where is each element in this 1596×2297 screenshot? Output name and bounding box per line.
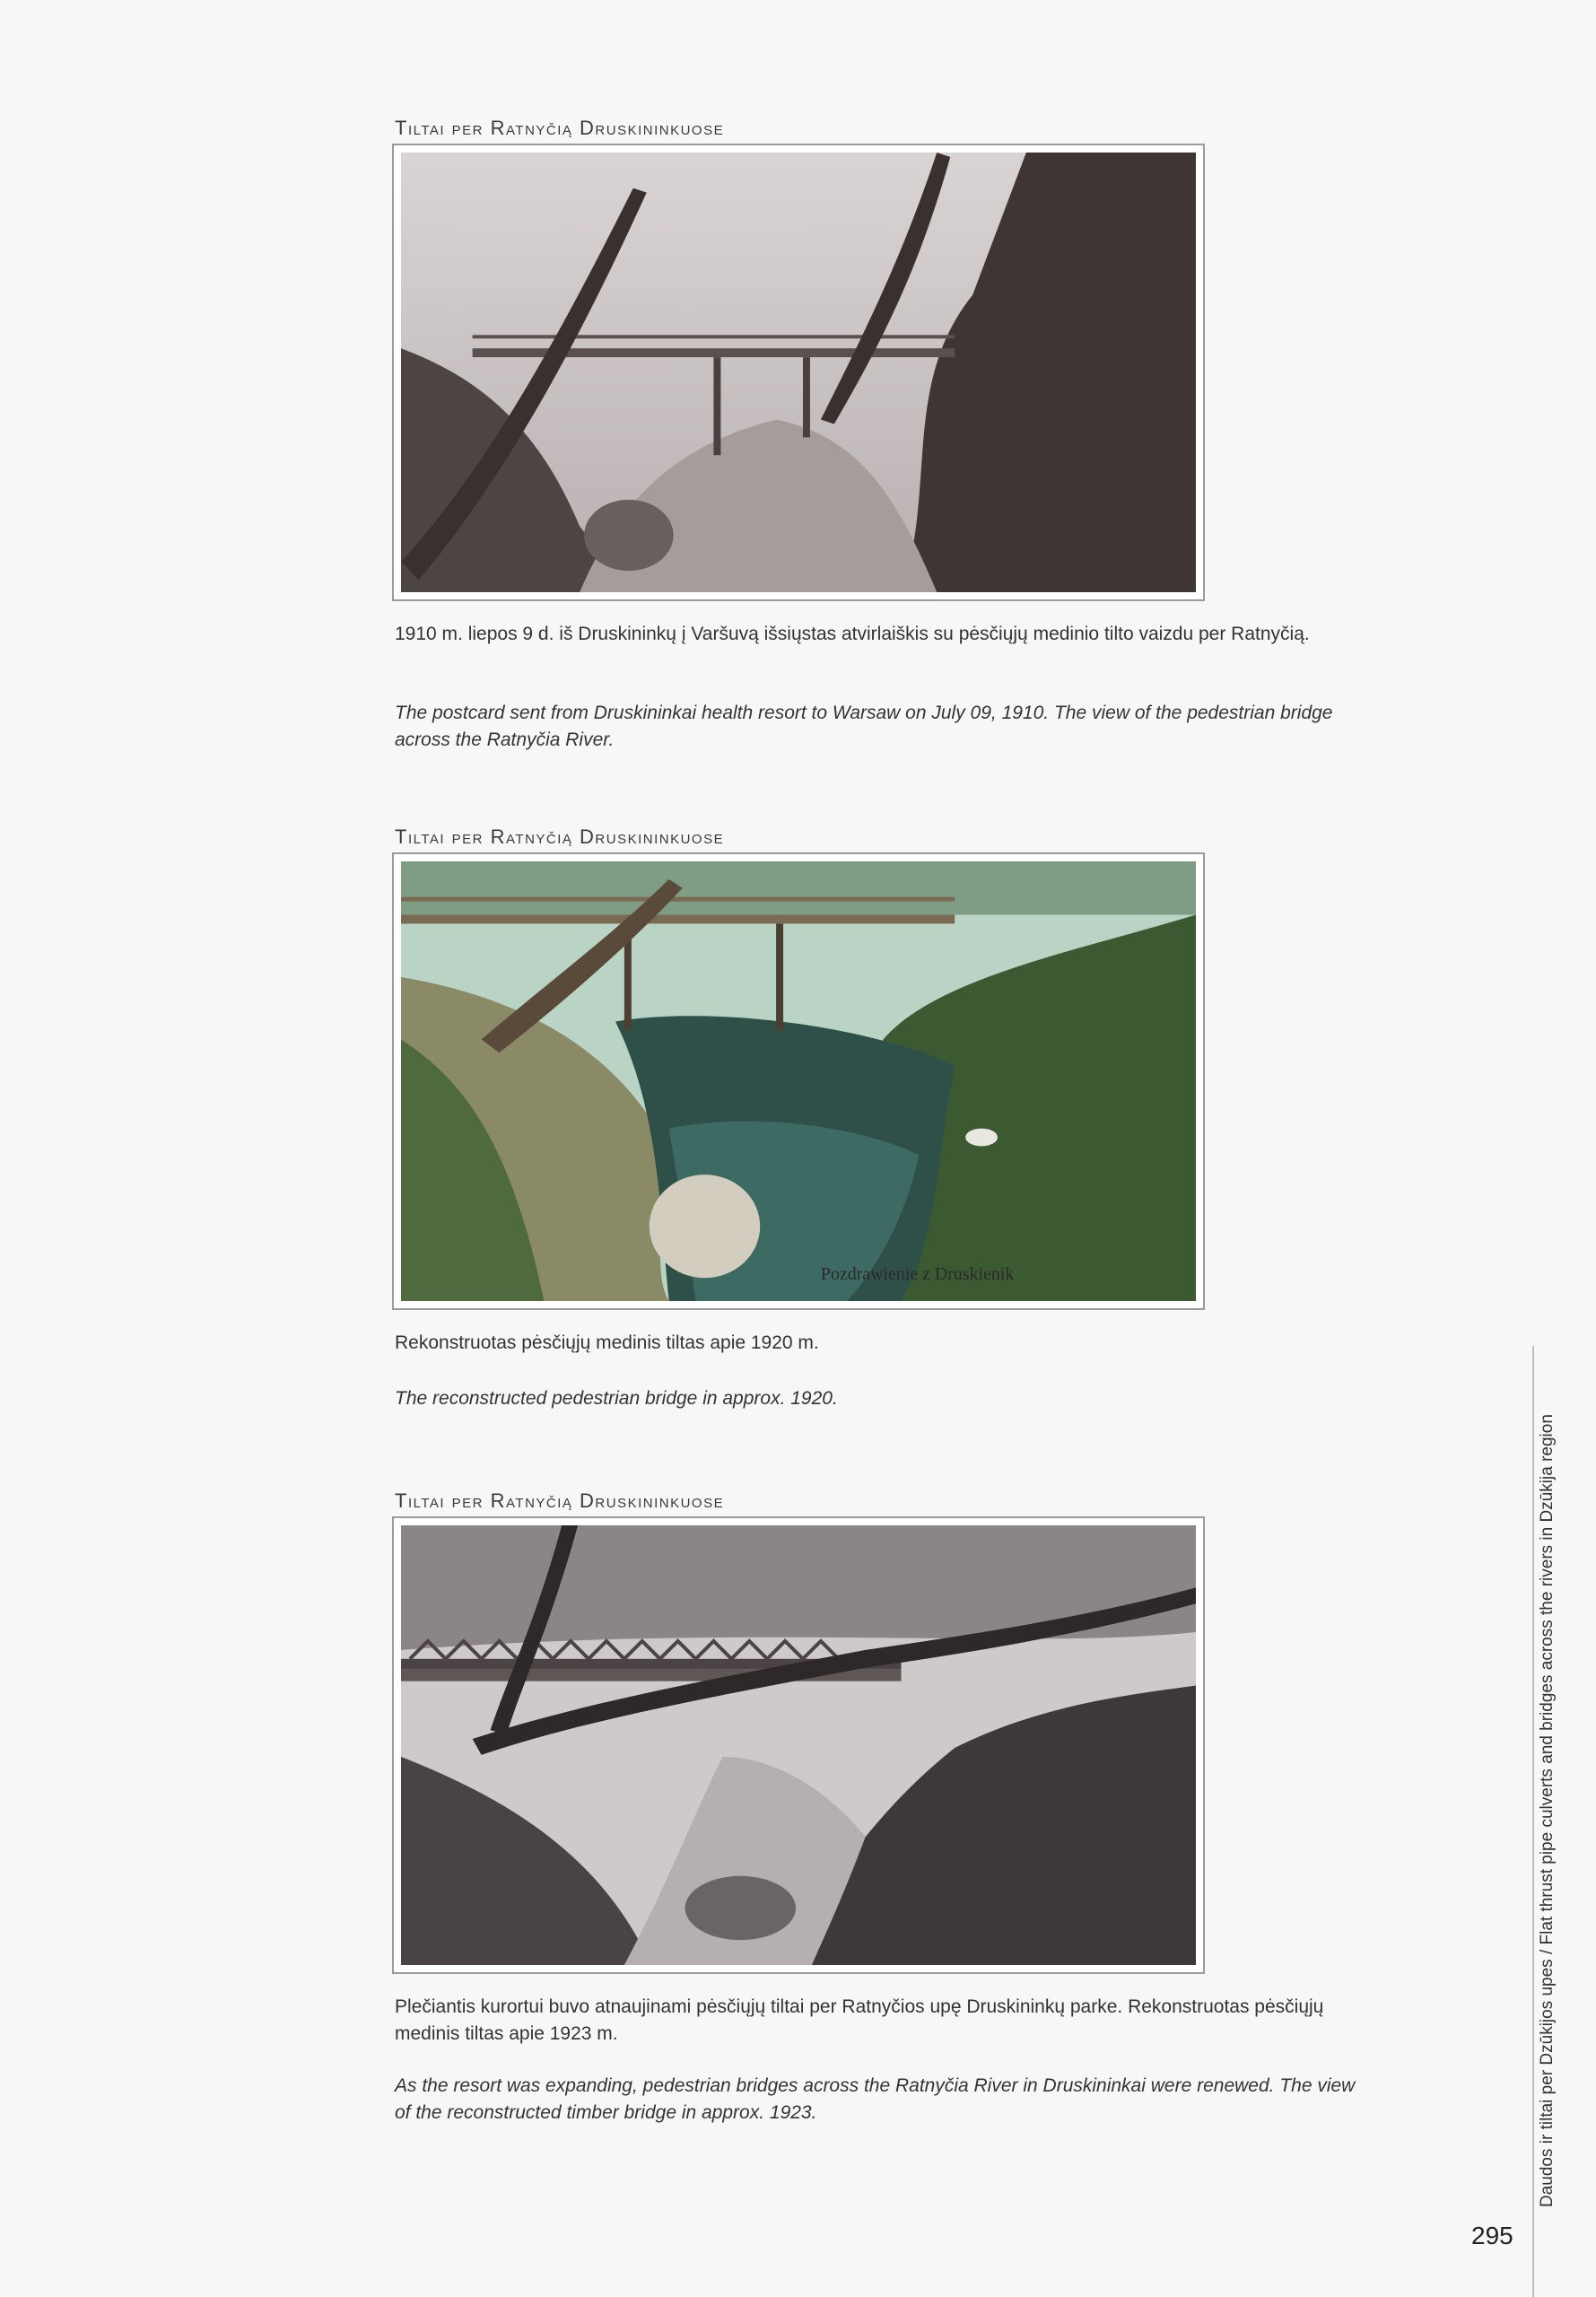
bridge-photo-2-image xyxy=(401,861,1196,1301)
postcard-inscription: Pozdrawienie z Druskienik xyxy=(820,1264,1015,1285)
side-rule xyxy=(1532,1346,1534,2297)
photo-1923-bridge xyxy=(392,1516,1205,1974)
page-number: 295 xyxy=(1471,2222,1513,2249)
section-title-2: Tiltai per Ratnyčią Druskininkuose xyxy=(395,825,725,848)
photo-1910-postcard xyxy=(392,144,1205,601)
caption-lt-1: 1910 m. liepos 9 d. iš Druskininkų į Varšuvą išsiųstas atvirlaiškis su pėsčiųjų medinio tilto vaizdu per Ratnyčią. xyxy=(395,624,1310,644)
caption-en-2: The reconstructed pedestrian bridge in approx. 1920. xyxy=(395,1388,838,1409)
caption-en-3: As the resort was expanding, pedestrian bridges across the Ratnyčia River in Druskininkai were renewed. The view of the reconstructed timber bridge in approx. 1923. xyxy=(395,2075,1356,2123)
caption-en-1: The postcard sent from Druskininkai health resort to Warsaw on July 09, 1910. The view of the pedestrian bridge across the Ratnyčia River. xyxy=(395,703,1333,750)
caption-lt-3: Plečiantis kurortui buvo atnaujinami pėsčiųjų tiltai per Ratnyčios upę Druskininkų parke. Rekonstruotas pėsčiųjų medinis tiltas apie 1923 m. xyxy=(395,1996,1324,2044)
bridge-photo-3-image xyxy=(401,1525,1196,1965)
caption-lt-2: Rekonstruotas pėsčiųjų medinis tiltas apie 1920 m. xyxy=(395,1332,819,1353)
bridge-photo-1-image xyxy=(401,153,1196,592)
section-title-1: Tiltai per Ratnyčią Druskininkuose xyxy=(395,117,725,139)
side-running-title: Daudos ir tiltai per Dzūkijos upes / Flat thrust pipe culverts and bridges across the rivers in Dzūkija region xyxy=(1538,1414,1557,2207)
section-title-3: Tiltai per Ratnyčią Druskininkuose xyxy=(395,1489,725,1512)
photo-1920-bridge xyxy=(392,852,1205,1310)
